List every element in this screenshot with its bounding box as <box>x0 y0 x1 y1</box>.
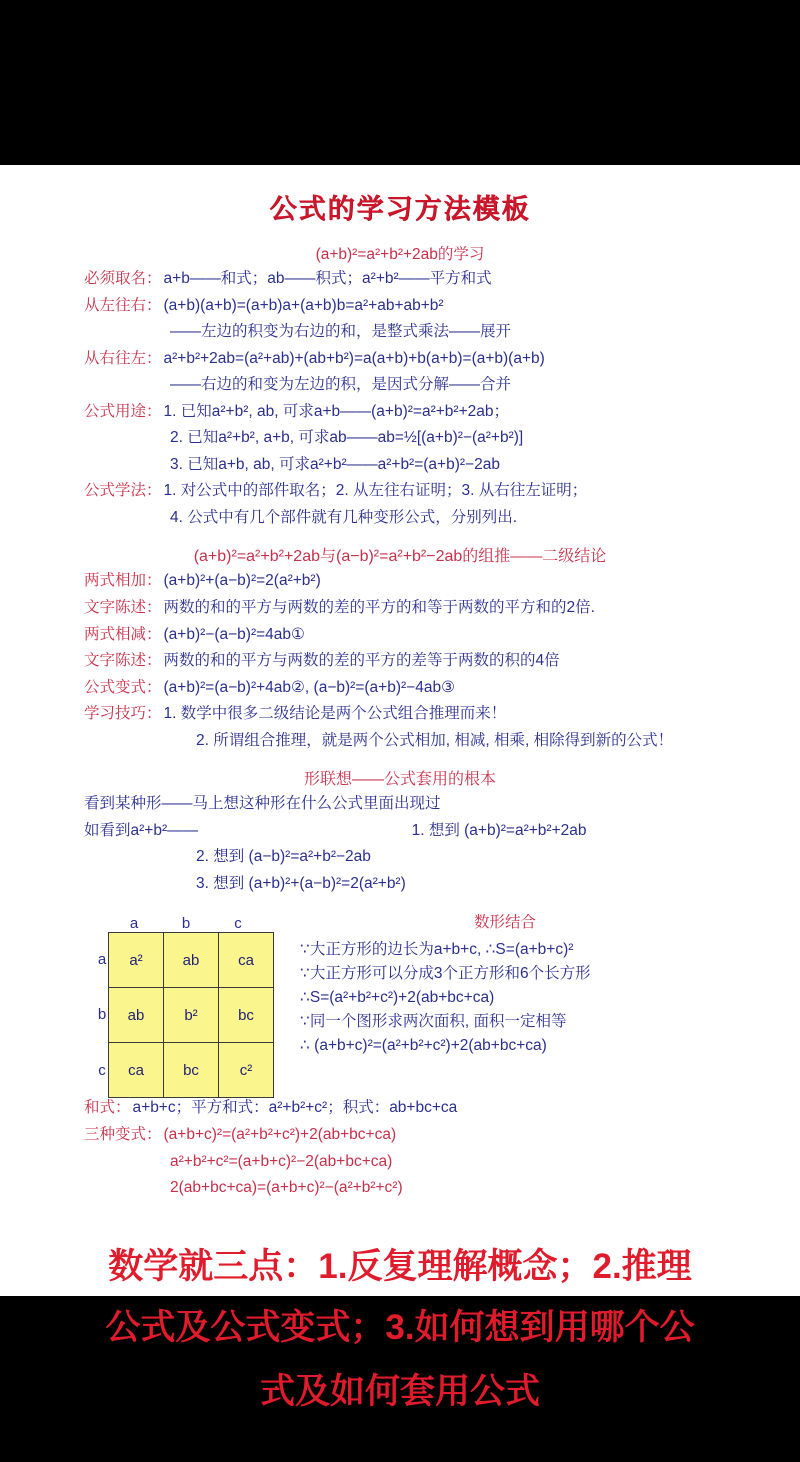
row-method-label: 公式学法： <box>84 482 162 500</box>
row-skill-label: 学习技巧： <box>84 705 162 723</box>
grid-cell-0-0: a² <box>109 933 164 988</box>
caption-line-1: 数学就三点：1.反复理解概念；2.推理 <box>108 1247 692 1286</box>
note-factor: ——右边的和变为左边的积，是因式分解——合并 <box>170 376 512 394</box>
grid-row-header-c: c <box>98 1061 106 1079</box>
table-row <box>109 988 274 1043</box>
shuxing-heading: 数形结合 <box>473 914 536 932</box>
section3-heading: 形联想——公式套用的根本 <box>303 771 496 789</box>
row-add <box>0 569 800 593</box>
shuxing-line-5: ∴ (a+b+c)²=(a²+b²+c²)+2(ab+bc+ca) <box>300 1036 547 1054</box>
row-skill <box>0 702 800 726</box>
shuxing-line-3: ∴S=(a²+b²+c²)+2(ab+bc+ca) <box>300 988 495 1006</box>
grid-row-headers <box>96 932 108 1098</box>
row-statement-1-label: 文字陈述： <box>84 599 162 617</box>
row-variants-value: (a+b)²=(a−b)²+4ab②, (a−b)²=(a+b)²−4ab③ <box>163 678 455 696</box>
row-method <box>0 479 800 503</box>
grid-cell-1-2: bc <box>219 988 274 1043</box>
row-method-item-2: 4. 公式中有几个部件就有几种变形公式，分别列出. <box>170 508 518 526</box>
row-left-to-right <box>0 294 800 318</box>
square-grid <box>96 915 274 1098</box>
row-left-to-right-label: 从左往右： <box>84 296 162 314</box>
section2-heading: (a+b)²=a²+b²+2ab与(a−b)²=a²+b²−2ab的组推——二级结论 <box>193 548 607 566</box>
section3-item-1: 1. 想到 (a+b)²=a²+b²+2ab <box>411 821 587 839</box>
row-left-to-right-value: (a+b)(a+b)=(a+b)a+(a+b)b=a²+ab+ab+b² <box>163 296 444 314</box>
grid-cell-1-0: ab <box>109 988 164 1043</box>
grid-cell-2-0: ca <box>109 1043 164 1098</box>
table-row <box>109 1043 274 1098</box>
row-names-value: a+b+c；平方和式：a²+b²+c²；积式：ab+bc+ca <box>132 1099 458 1117</box>
row-right-to-left-value: a²+b²+2ab=(a²+ab)+(ab+b²)=a(a+b)+b(a+b)=(a+b)(a+b) <box>163 349 545 367</box>
row-usage-item-2: 2. 已知a²+b², a+b, 可求ab——ab=½[(a+b)²−(a²+b²)] <box>170 429 524 447</box>
row-usage-item-1: 1. 已知a²+b², ab, 可求a+b——(a+b)²=a²+b²+2ab； <box>163 402 509 420</box>
row-naming-value: a+b——和式；ab——积式；a²+b²——平方和式 <box>163 270 492 287</box>
caption-band-black <box>0 1296 800 1426</box>
grid-cell-2-2: c² <box>219 1043 274 1098</box>
grid-cell-1-1: b² <box>164 988 219 1043</box>
content-sheet <box>0 165 800 1296</box>
shuxing-line-4: ∵同一个图形求两次面积, 面积一定相等 <box>300 1012 567 1030</box>
row-naming-label: 必须取名： <box>84 270 162 287</box>
row-variants <box>0 676 800 700</box>
grid-cell-0-1: ab <box>164 933 219 988</box>
row-three-variants-item-3: 2(ab+bc+ca)=(a+b+c)²−(a²+b²+c²) <box>170 1179 403 1197</box>
row-statement-2 <box>0 649 800 673</box>
section3-body <box>0 792 800 895</box>
row-right-to-left <box>0 347 800 371</box>
row-statement-2-label: 文字陈述： <box>84 652 162 670</box>
grid-cell-0-2: ca <box>219 933 274 988</box>
area-model-diagram <box>0 911 800 1093</box>
row-names-label: 和式： <box>84 1099 131 1117</box>
row-method-item-1: 1. 对公式中的部件取名；2. 从左往右证明；3. 从右往左证明； <box>163 482 588 500</box>
grid-table <box>108 932 274 1098</box>
grid-row-header-b: b <box>97 1006 107 1024</box>
row-three-variants-item-2: a²+b²+c²=(a+b+c)²−2(ab+bc+ca) <box>170 1152 393 1170</box>
grid-col-header-b: b <box>181 915 191 933</box>
grid-row-header-a: a <box>97 951 107 969</box>
row-add-value: (a+b)²+(a−b)²=2(a²+b²) <box>163 572 321 590</box>
section2-body <box>0 569 800 752</box>
row-variants-label: 公式变式： <box>84 678 162 696</box>
section1-heading: (a+b)²=a²+b²+2ab的学习 <box>315 246 485 263</box>
row-naming <box>0 267 800 291</box>
section3-line2 <box>0 819 800 843</box>
row-subtract <box>0 623 800 647</box>
caption-line-3: 式及如何套用公式 <box>259 1372 540 1411</box>
page-title: 公式的学习方法模板 <box>269 194 531 224</box>
shuxing-line-2: ∵大正方形可以分成3个正方形和6个长方形 <box>300 964 591 982</box>
row-three-variants <box>0 1123 800 1147</box>
section4-body <box>0 1096 800 1199</box>
section3-line1: 看到某种形——马上想这种形在什么公式里面出现过 <box>84 795 441 813</box>
row-statement-1 <box>0 596 800 620</box>
row-names <box>0 1096 800 1120</box>
shuxing-note <box>300 911 800 1057</box>
row-subtract-value: (a+b)²−(a−b)²=4ab① <box>163 625 305 643</box>
caption-line-2: 公式及公式变式；3.如何想到用哪个公 <box>105 1308 695 1347</box>
note-expand: ——左边的积变为右边的和，是整式乘法——展开 <box>170 323 512 341</box>
section3-item-3: 3. 想到 (a+b)²+(a−b)²=2(a²+b²) <box>196 874 406 892</box>
grid-cell-2-1: bc <box>164 1043 219 1098</box>
row-usage-item-3: 3. 已知a+b, ab, 可求a²+b²——a²+b²=(a+b)²−2ab <box>170 455 500 473</box>
grid-rows <box>96 932 274 1098</box>
row-statement-2-value: 两数的和的平方与两数的差的平方的差等于两数的积的4倍 <box>163 652 560 670</box>
row-three-variants-item-1: (a+b+c)²=(a²+b²+c²)+2(ab+bc+ca) <box>163 1126 397 1144</box>
row-usage <box>0 400 800 424</box>
caption-band-white <box>0 1238 800 1296</box>
section3-item-2: 2. 想到 (a−b)²=a²+b²−2ab <box>196 848 371 866</box>
row-usage-label: 公式用途： <box>84 402 162 420</box>
section1-body <box>0 267 800 529</box>
row-statement-1-value: 两数的和的平方与两数的差的平方的和等于两数的平方和的2倍. <box>163 599 595 617</box>
grid-col-header-a: a <box>129 915 139 933</box>
row-skill-item-2: 2. 所谓组合推理，就是两个公式相加, 相减, 相乘, 相除得到新的公式！ <box>196 731 674 749</box>
grid-col-header-c: c <box>234 915 242 933</box>
row-three-variants-label: 三种变式： <box>84 1126 162 1144</box>
section3-line2-prefix: 如看到a²+b²—— <box>84 821 199 839</box>
row-subtract-label: 两式相减： <box>84 625 162 643</box>
row-skill-item-1: 1. 数学中很多二级结论是两个公式组合推理而来！ <box>163 705 507 723</box>
shuxing-line-1: ∵大正方形的边长为a+b+c, ∴S=(a+b+c)² <box>300 940 574 958</box>
row-right-to-left-label: 从右往左： <box>84 349 162 367</box>
row-add-label: 两式相加： <box>84 572 162 590</box>
table-row <box>109 933 274 988</box>
